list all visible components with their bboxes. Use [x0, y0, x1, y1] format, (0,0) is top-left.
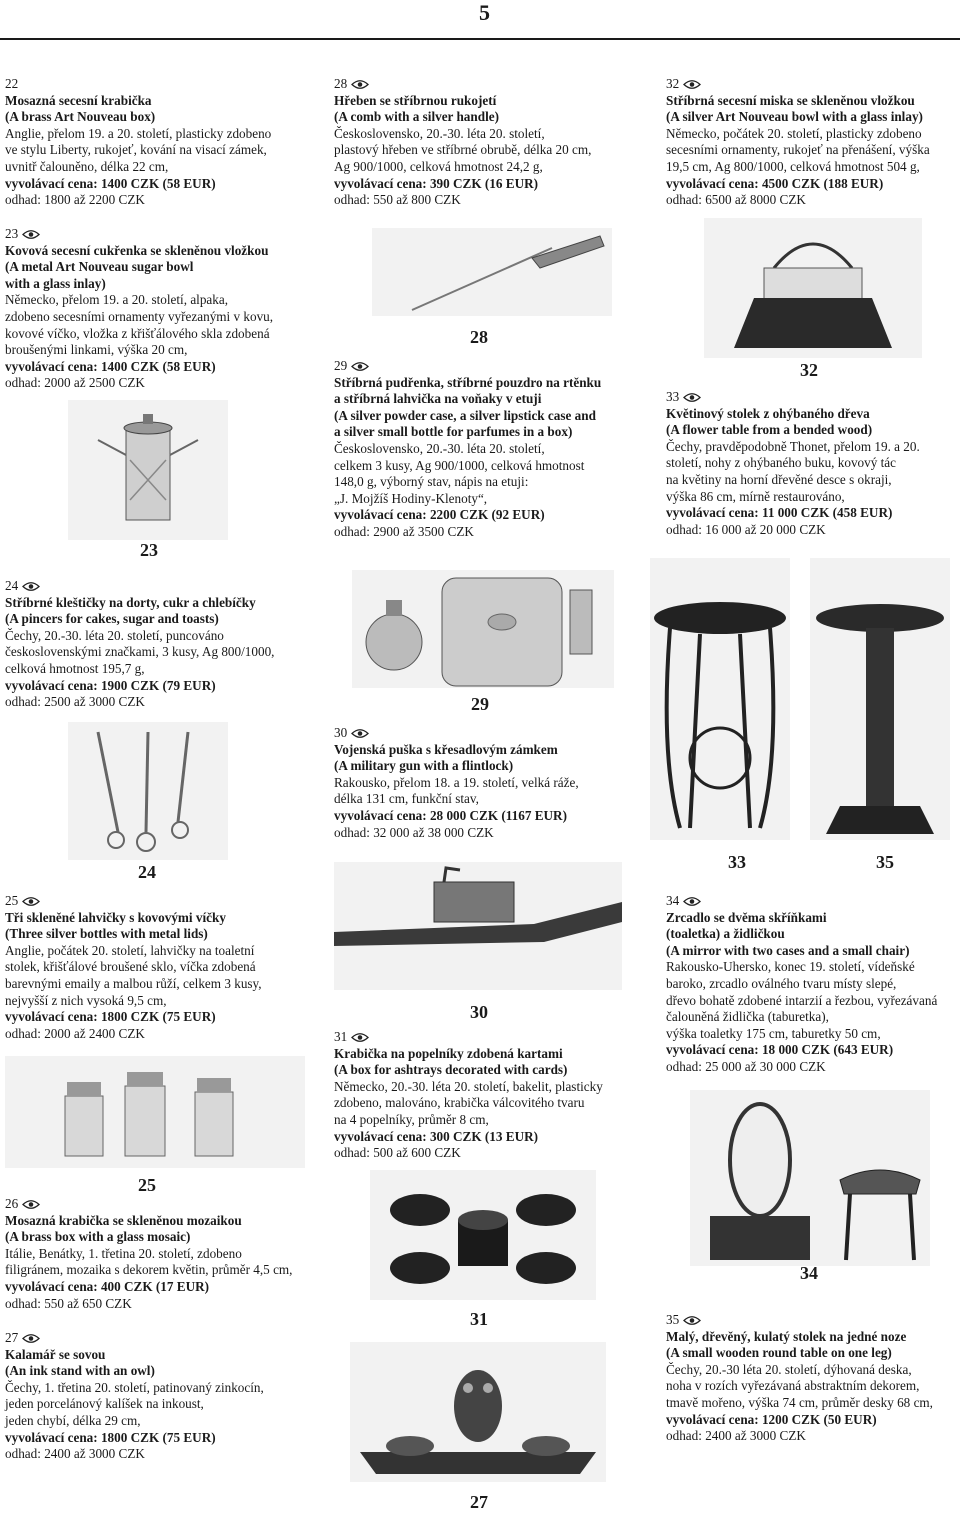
lot-description: broušenými linkami, výška 20 cm,: [5, 342, 188, 358]
lot-description: čalouněná židlička (taburetka),: [666, 1009, 829, 1025]
lot-description: plastový hřeben ve stříbrné obrubě, délka 20 cm,: [334, 142, 592, 158]
lot-description: 19,5 cm, Ag 800/1000, celková hmotnost 504 g,: [666, 158, 920, 174]
lot-28: [334, 76, 591, 209]
round-table-icon: [810, 558, 950, 840]
lot-description: stolek, křišťálové broušené sklo, víčka zdobená: [5, 959, 256, 975]
photo-caption: 25: [138, 1175, 156, 1195]
eye-icon: [683, 392, 701, 403]
lot-description: (A metal Art Nouveau sugar bowl: [5, 259, 194, 275]
lot-description: with a glass inlay): [5, 275, 106, 291]
lot-number: 34: [666, 893, 680, 908]
photo-caption: 29: [471, 694, 489, 714]
lot-description: (An ink stand with an owl): [5, 1363, 155, 1379]
lot-description: celkem 3 kusy, Ag 900/1000, celková hmotnost: [334, 457, 585, 473]
lot-33: [666, 389, 920, 538]
lot-description: zdobeno secesními ornamenty vyřezanými v kovu,: [5, 308, 274, 324]
lot-price: vyvolávací cena: 1200 CZK (50 EUR): [666, 1411, 877, 1427]
lot-27: [5, 1330, 264, 1463]
lot-price: vyvolávací cena: 400 CZK (17 EUR): [5, 1278, 210, 1294]
eye-icon: [351, 1032, 369, 1043]
lot-description: Rakousko-Uhersko, konec 19. století, vídeňské: [666, 959, 915, 975]
lot-description: Československo, 20.-30. léta 20. století,: [334, 125, 545, 141]
lot-description: filigránem, mozaika s dekorem květin, průměr 4,5 cm,: [5, 1262, 293, 1278]
lot-number: 35: [666, 1312, 680, 1327]
lot-25: [5, 893, 262, 1042]
lot-price: vyvolávací cena: 4500 CZK (188 EUR): [666, 175, 884, 191]
lot-35: [666, 1312, 933, 1445]
lot-description: tmavě mořeno, výška 74 cm, průměr desky 68 cm,: [666, 1394, 933, 1410]
lot-description: Itálie, Benátky, 1. třetina 20. století, zdobeno: [5, 1245, 242, 1261]
lot-price: vyvolávací cena: 28 000 CZK (1167 EUR): [334, 807, 567, 823]
lot-estimate: odhad: 550 až 650 CZK: [5, 1295, 132, 1311]
lot-description: baroko, zrcadlo oválného tvaru místy slepé,: [666, 975, 897, 991]
photo-caption: 35: [876, 852, 894, 872]
lot-price: vyvolávací cena: 1800 CZK (75 EUR): [5, 1429, 216, 1445]
lot-title: Hřeben se stříbrnou rukojetí: [334, 92, 497, 108]
lot-description: (A comb with a silver handle): [334, 109, 499, 125]
photo-caption: 33: [728, 852, 746, 872]
lot-number: 32: [666, 76, 680, 91]
lot-description: (A silver Art Nouveau bowl with a glass inlay): [666, 109, 923, 125]
photo-flintlock-gun: [334, 862, 622, 990]
lot-description: zdobeno, malováno, krabička válcovitého tvaru: [334, 1095, 585, 1111]
lot-number: 33: [666, 389, 680, 404]
lot-description: Čechy, 1. třetina 20. století, patinovaný zinkocín,: [5, 1379, 264, 1395]
photo-caption: 34: [800, 1263, 818, 1283]
lot-estimate: odhad: 2500 až 3000 CZK: [5, 694, 145, 710]
lot-description: Čechy, 20.-30. léta 20. století, puncováno: [5, 627, 224, 643]
lot-estimate: odhad: 550 až 800 CZK: [334, 192, 461, 208]
photo-sugar-bowl: [68, 400, 228, 540]
lot-24: [5, 578, 274, 711]
lot-description: Čechy, pravděpodobně Thonet, přelom 19. a 20.: [666, 438, 920, 454]
photo-caption: 27: [470, 1492, 488, 1512]
lot-number: 24: [5, 578, 19, 593]
ashtray-box-icon: [370, 1170, 596, 1300]
lot-description: Ag 900/1000, celková hmotnost 24,2 g,: [334, 158, 543, 174]
lot-34: [666, 893, 937, 1076]
lot-description: Anglie, počátek 20. století, lahvičky na toaletní: [5, 942, 255, 958]
lot-price: vyvolávací cena: 1800 CZK (75 EUR): [5, 1009, 216, 1025]
lot-22: [5, 76, 271, 209]
lot-number: 27: [5, 1330, 19, 1345]
lot-description: Československo, 20.-30. léta 20. století,: [334, 440, 545, 456]
lot-23: [5, 226, 273, 392]
lot-estimate: odhad: 25 000 až 30 000 CZK: [666, 1058, 826, 1074]
photo-round-table: [810, 558, 950, 840]
eye-icon: [683, 896, 701, 907]
lot-description: na květiny na horní dřevěné desce s okraji,: [666, 471, 892, 487]
lot-number: 25: [5, 893, 19, 908]
lot-description: Rakousko, přelom 18. a 19. století, velká ráže,: [334, 774, 579, 790]
silver-bowl-icon: [704, 218, 922, 358]
photo-ashtray-box: [370, 1170, 596, 1300]
lot-26: [5, 1196, 292, 1312]
eye-icon: [22, 229, 40, 240]
lot-price: vyvolávací cena: 11 000 CZK (458 EUR): [666, 505, 893, 521]
photo-caption: 30: [470, 1002, 488, 1022]
photo-silver-set: [352, 570, 614, 688]
lot-description: (A brass box with a glass mosaic): [5, 1229, 191, 1245]
header-rule: [0, 38, 960, 40]
lot-title: Mosazná secesní krabička: [5, 92, 152, 108]
lot-description: (A silver powder case, a silver lipstick case and: [334, 407, 596, 423]
lot-estimate: odhad: 2000 až 2400 CZK: [5, 1025, 145, 1041]
eye-icon: [22, 581, 40, 592]
lot-description: Německo, přelom 19. a 20. století, alpaka,: [5, 292, 229, 308]
lot-price: vyvolávací cena: 1400 CZK (58 EUR): [5, 175, 216, 191]
lot-title: Kalamář se sovou: [5, 1346, 106, 1362]
photo-bottles: [5, 1056, 305, 1168]
lot-title: Květinový stolek z ohýbaného dřeva: [666, 405, 870, 421]
lot-description: celková hmotnost 195,7 g,: [5, 660, 145, 676]
lot-estimate: odhad: 6500 až 8000 CZK: [666, 192, 806, 208]
lot-number: 30: [334, 725, 348, 740]
lot-price: vyvolávací cena: 1400 CZK (58 EUR): [5, 358, 216, 374]
lot-description: Německo, počátek 20. století, plasticky zdobeno: [666, 125, 922, 141]
lot-estimate: odhad: 2000 až 2500 CZK: [5, 375, 145, 391]
lot-30: [334, 725, 579, 841]
lot-description: „J. Mojžíš Hodiny-Klenoty“,: [334, 490, 488, 506]
lot-description: jeden porcelánový kalíšek na inkoust,: [5, 1396, 204, 1412]
lot-description: 148,0 g, výborný stav, nápis na etuji:: [334, 474, 529, 490]
lot-estimate: odhad: 16 000 až 20 000 CZK: [666, 521, 826, 537]
eye-icon: [351, 728, 369, 739]
lot-description: (A pincers for cakes, sugar and toasts): [5, 611, 219, 627]
photo-silver-bowl: [704, 218, 922, 358]
flintlock-gun-icon: [334, 862, 622, 990]
eye-icon: [22, 1199, 40, 1210]
page-number: 5: [479, 0, 490, 25]
lot-description: Německo, 20.-30. léta 20. století, bakelit, plasticky: [334, 1078, 603, 1094]
lot-title: Stříbrná pudřenka, stříbrné pouzdro na rtěnku: [334, 374, 602, 390]
lot-description: (A box for ashtrays decorated with cards): [334, 1062, 568, 1078]
lot-price: vyvolávací cena: 2200 CZK (92 EUR): [334, 507, 545, 523]
lot-title: (toaletka) a židličkou: [666, 926, 785, 942]
photo-comb: [372, 228, 612, 316]
photo-caption: 31: [470, 1309, 488, 1329]
photo-pincers: [68, 722, 228, 860]
lot-title: Stříbrné kleštičky na dorty, cukr a chlebíčky: [5, 594, 256, 610]
pincers-icon: [68, 722, 228, 860]
lot-estimate: odhad: 2400 až 3000 CZK: [666, 1428, 806, 1444]
lot-title: Vojenská puška s křesadlovým zámkem: [334, 741, 558, 757]
lot-description: (A flower table from a bended wood): [666, 422, 873, 438]
silver-set-icon: [352, 570, 614, 688]
lot-description: výška 86 cm, mírně restaurováno,: [666, 488, 845, 504]
lot-title: Malý, dřevěný, kulatý stolek na jedné noze: [666, 1328, 907, 1344]
eye-icon: [683, 79, 701, 90]
photo-caption: 23: [140, 540, 158, 560]
lot-number: 29: [334, 358, 348, 373]
lot-description: Anglie, přelom 19. a 20. století, plasticky zdobeno: [5, 125, 272, 141]
lot-title: Krabička na popelníky zdobená kartami: [334, 1045, 563, 1061]
lot-description: (A brass Art Nouveau box): [5, 109, 156, 125]
lot-description: (A small wooden round table on one leg): [666, 1345, 892, 1361]
lot-number: 22: [5, 76, 19, 91]
flower-table-icon: [650, 558, 790, 840]
eye-icon: [351, 361, 369, 372]
lot-description: secesními ornamenty, rukojeť na přenášení, výška: [666, 142, 930, 158]
lot-title: Kovová secesní cukřenka se skleněnou vložkou: [5, 242, 269, 258]
ink-stand-owl-icon: [350, 1342, 606, 1482]
lot-title: Stříbrná secesní miska se skleněnou vložkou: [666, 92, 915, 108]
eye-icon: [683, 1315, 701, 1326]
lot-description: (A mirror with two cases and a small chair): [666, 942, 910, 958]
lot-description: na 4 popelníky, průměr 8 cm,: [334, 1111, 489, 1127]
comb-icon: [372, 228, 612, 316]
lot-title: Mosazná krabička se skleněnou mozaikou: [5, 1212, 242, 1228]
lot-estimate: odhad: 500 až 600 CZK: [334, 1145, 461, 1161]
lot-estimate: odhad: 32 000 až 38 000 CZK: [334, 824, 494, 840]
lot-title: Tři skleněné lahvičky s kovovými víčky: [5, 909, 226, 925]
lot-price: vyvolávací cena: 300 CZK (13 EUR): [334, 1128, 539, 1144]
lot-estimate: odhad: 1800 až 2200 CZK: [5, 192, 145, 208]
photo-caption: 32: [800, 360, 818, 380]
eye-icon: [22, 896, 40, 907]
lot-description: délka 131 cm, funkční stav,: [334, 791, 479, 807]
lot-description: uvnitř čalouněno, délka 22 cm,: [5, 158, 169, 174]
lot-description: století, nohy z ohýbaného buku, kovový tác: [666, 455, 897, 471]
lot-description: (Three silver bottles with metal lids): [5, 926, 208, 942]
bottles-icon: [5, 1056, 305, 1168]
lot-price: vyvolávací cena: 1900 CZK (79 EUR): [5, 677, 216, 693]
lot-description: československými značkami, 3 kusy, Ag 800/1000,: [5, 644, 275, 660]
lot-29: [334, 358, 601, 541]
lot-price: vyvolávací cena: 390 CZK (16 EUR): [334, 175, 539, 191]
lot-description: a silver small bottle for parfumes in a box): [334, 424, 573, 440]
photo-caption: 24: [138, 862, 156, 882]
lot-number: 26: [5, 1196, 19, 1211]
lot-number: 23: [5, 226, 19, 241]
mirror-chair-icon: [690, 1090, 930, 1266]
lot-description: jeden chybí, délka 29 cm,: [5, 1412, 141, 1428]
photo-mirror-chair: [690, 1090, 930, 1266]
photo-caption: 28: [470, 327, 488, 347]
lot-description: výška toaletky 175 cm, taburetky 50 cm,: [666, 1025, 881, 1041]
lot-description: barevnými emaily a malbou růží, celkem 3 kusy,: [5, 975, 262, 991]
lot-description: noha v rozích vyřezávaná abstraktním dekorem,: [666, 1378, 920, 1394]
lot-description: Čechy, 20.-30 léta 20. století, dýhovaná deska,: [666, 1361, 912, 1377]
lot-estimate: odhad: 2400 až 3000 CZK: [5, 1446, 145, 1462]
lot-title: a stříbrná lahvička na voňaky v etuji: [334, 391, 542, 407]
eye-icon: [351, 79, 369, 90]
lot-title: Zrcadlo se dvěma skříňkami: [666, 909, 827, 925]
lot-number: 28: [334, 76, 348, 91]
lot-description: ve stylu Liberty, rukojeť, kování na visací zámek,: [5, 142, 267, 158]
lot-32: [666, 76, 930, 209]
lot-31: [334, 1029, 603, 1162]
photo-ink-stand: [350, 1342, 606, 1482]
lot-price: vyvolávací cena: 18 000 CZK (643 EUR): [666, 1042, 894, 1058]
photo-flower-table: [650, 558, 790, 840]
eye-icon: [22, 1333, 40, 1344]
lot-description: nejvyšší z nich vysoká 9,5 cm,: [5, 992, 167, 1008]
lot-number: 31: [334, 1029, 348, 1044]
sugar-bowl-icon: [68, 400, 228, 540]
lot-estimate: odhad: 2900 až 3500 CZK: [334, 523, 474, 539]
lot-description: (A military gun with a flintlock): [334, 758, 514, 774]
lot-description: kovové víčko, vložka z křišťálového skla zdobená: [5, 325, 270, 341]
lot-description: dřevo bohatě zdobené intarzií a řezbou, vyřezávaná: [666, 992, 938, 1008]
